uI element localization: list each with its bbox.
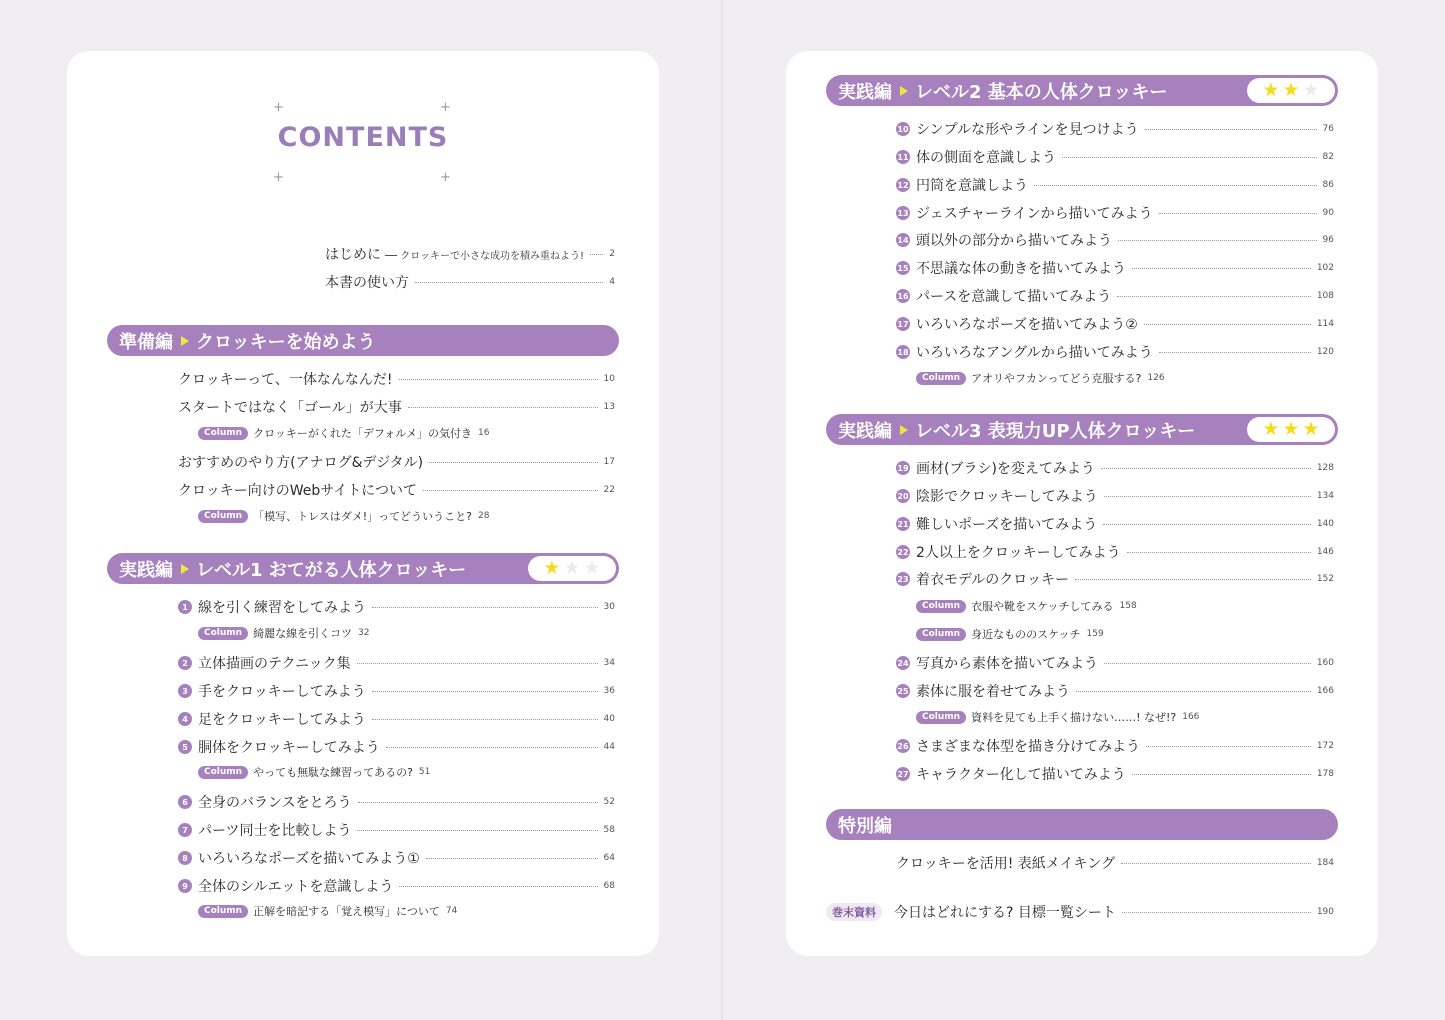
column-title: やっても無駄な練習ってあるの? — [253, 766, 413, 779]
leader-dots — [1117, 296, 1311, 297]
chapter-number: 22 — [896, 545, 910, 559]
arrow-icon — [900, 425, 908, 435]
leader-dots — [1034, 185, 1317, 186]
leader-dots — [408, 407, 598, 408]
leader-dots — [1076, 691, 1311, 692]
toc-column[interactable] — [916, 598, 1137, 614]
section-band-level2 — [826, 75, 1338, 106]
entry-title: パースを意識して描いてみよう — [916, 289, 1112, 305]
section-title: クロッキーを始めよう — [196, 331, 376, 353]
entry-title: パーツ同士を比較しよう — [198, 823, 352, 839]
toc-entry[interactable] — [178, 709, 615, 729]
entry-title: 本書の使い方 — [325, 275, 409, 291]
entry-title: 画材(ブラシ)を変えてみよう — [916, 461, 1095, 477]
entry-page: 36 — [603, 686, 615, 696]
toc-entry[interactable] — [178, 848, 615, 868]
contents-title: CONTENTS — [277, 122, 449, 153]
entry-title: おすすめのやり方(アナログ&デジタル) — [178, 455, 424, 471]
toc-column[interactable] — [916, 370, 1165, 386]
chapter-number: 13 — [896, 206, 910, 220]
star-icon: ★ — [1282, 418, 1300, 440]
leader-dots — [590, 254, 603, 255]
leader-dots — [1127, 552, 1311, 553]
toc-entry[interactable] — [178, 397, 615, 417]
entry-title: 足をクロッキーしてみよう — [198, 712, 366, 728]
entry-page: 10 — [603, 374, 615, 384]
toc-entry[interactable] — [178, 452, 615, 472]
toc-entry[interactable] — [896, 486, 1334, 506]
appendix-badge: 巻末資料 — [826, 903, 882, 921]
entry-title: さまざまな体型を描き分けてみよう — [916, 739, 1140, 755]
section-label: 実践編 — [119, 559, 173, 581]
column-title: アオリやフカンってどう克服する? — [971, 372, 1142, 385]
entry-page: 64 — [603, 853, 615, 863]
toc-column[interactable] — [198, 903, 457, 919]
entry-title: 立体描画のテクニック集 — [198, 656, 351, 672]
column-title: クロッキーがくれた「デフォルメ」の気付き — [253, 427, 472, 440]
leader-dots — [386, 747, 598, 748]
plus-mark: + — [440, 170, 451, 185]
chapter-number: 2 — [178, 656, 192, 670]
toc-entry[interactable] — [178, 792, 615, 812]
entry-page: 178 — [1316, 769, 1334, 779]
entry-title: クロッキーって、一体なんなんだ! — [178, 372, 393, 388]
entry-page: 76 — [1322, 124, 1334, 134]
chapter-number: 8 — [178, 851, 192, 865]
column-badge: Column — [916, 628, 966, 641]
entry-page: 120 — [1316, 347, 1334, 357]
star-icon: ★ — [543, 557, 561, 579]
toc-entry[interactable] — [178, 681, 615, 701]
arrow-icon — [181, 336, 189, 346]
entry-page: 128 — [1316, 463, 1334, 473]
toc-entry[interactable] — [178, 876, 615, 896]
entry-title: キャラクター化して描いてみよう — [916, 767, 1126, 783]
leader-dots — [415, 282, 603, 283]
column-page: 32 — [358, 628, 370, 638]
chapter-number: 5 — [178, 740, 192, 754]
leader-dots — [358, 802, 598, 803]
toc-entry[interactable] — [896, 203, 1334, 223]
column-page: 126 — [1147, 373, 1165, 383]
toc-entry[interactable] — [896, 230, 1334, 250]
entry-title: 円筒を意識しよう — [916, 178, 1028, 194]
section-label: 準備編 — [119, 331, 173, 353]
leader-dots — [357, 830, 597, 831]
chapter-number: 23 — [896, 572, 910, 586]
column-badge: Column — [916, 372, 966, 385]
toc-entry[interactable] — [896, 736, 1334, 756]
toc-entry[interactable] — [896, 764, 1334, 784]
entry-title: いろいろなポーズを描いてみよう② — [916, 317, 1138, 333]
entry-page: 146 — [1316, 547, 1334, 557]
entry-title: クロッキーを活用! 表紙メイキング — [896, 856, 1116, 872]
leader-dots — [1104, 663, 1311, 664]
column-badge: Column — [198, 905, 248, 918]
entry-title: シンプルな形やラインを見つけよう — [916, 122, 1139, 138]
column-badge: Column — [198, 766, 248, 779]
leader-dots — [1075, 579, 1311, 580]
entry-title: 線を引く練習をしてみよう — [198, 600, 366, 616]
chapter-number: 11 — [896, 150, 910, 164]
plus-mark: + — [440, 100, 451, 115]
chapter-number: 25 — [896, 684, 910, 698]
chapter-number: 6 — [178, 795, 192, 809]
entry-title: いろいろなアングルから描いてみよう — [916, 345, 1153, 361]
entry-page: 30 — [603, 602, 615, 612]
star-icon: ★ — [1302, 418, 1320, 440]
entry-page: 86 — [1322, 180, 1334, 190]
entry-title: 陰影でクロッキーしてみよう — [916, 489, 1098, 505]
column-badge: Column — [916, 600, 966, 613]
leader-dots — [1121, 863, 1311, 864]
entry-page: 102 — [1316, 263, 1334, 273]
column-page: 159 — [1086, 629, 1104, 639]
leader-dots — [1159, 213, 1317, 214]
toc-entry[interactable] — [896, 653, 1334, 673]
column-badge: Column — [198, 510, 248, 523]
entry-page: 166 — [1316, 686, 1334, 696]
star-icon: ★ — [1262, 79, 1280, 101]
entry-page: 160 — [1316, 658, 1334, 668]
toc-entry[interactable] — [896, 853, 1334, 873]
entry-title: 素体に服を着せてみよう — [916, 684, 1070, 700]
chapter-number: 19 — [896, 461, 910, 475]
toc-entry[interactable] — [896, 569, 1334, 589]
entry-title: 2人以上をクロッキーしてみよう — [916, 545, 1121, 561]
chapter-number: 20 — [896, 489, 910, 503]
star-icon: ★ — [1282, 79, 1300, 101]
column-page: 28 — [478, 511, 490, 521]
chapter-number: 1 — [178, 600, 192, 614]
entry-page: 34 — [603, 658, 615, 668]
star-icon: ★ — [563, 557, 581, 579]
entry-page: 134 — [1316, 491, 1334, 501]
section-band-prep — [107, 325, 619, 356]
toc-column[interactable] — [198, 764, 430, 780]
toc-entry[interactable] — [178, 480, 615, 500]
chapter-number: 9 — [178, 879, 192, 893]
entry-page: 90 — [1322, 208, 1334, 218]
column-title: 身近なもののスケッチ — [971, 628, 1081, 641]
section-label: 実践編 — [838, 420, 892, 442]
leader-dots — [372, 719, 598, 720]
toc-entry[interactable] — [178, 369, 615, 389]
chapter-number: 15 — [896, 261, 910, 275]
entry-page: 13 — [603, 402, 615, 412]
entry-title: 頭以外の部分から描いてみよう — [916, 233, 1112, 249]
entry-title: 着衣モデルのクロッキー — [916, 572, 1070, 588]
toc-entry[interactable] — [896, 342, 1334, 362]
toc-column[interactable] — [198, 625, 370, 641]
toc-entry-intro[interactable] — [325, 244, 615, 264]
arrow-icon — [181, 564, 189, 574]
entry-page: 108 — [1316, 291, 1334, 301]
section-band-level1 — [107, 553, 619, 584]
leader-dots — [426, 858, 598, 859]
chapter-number: 3 — [178, 684, 192, 698]
column-badge: Column — [198, 627, 248, 640]
section-title: レベル3 表現力UP人体クロッキー — [915, 420, 1196, 442]
section-label: 実践編 — [838, 81, 892, 103]
leader-dots — [357, 663, 598, 664]
toc-column[interactable] — [916, 626, 1104, 642]
entry-page: 152 — [1316, 574, 1334, 584]
column-badge: Column — [198, 427, 248, 440]
toc-column[interactable] — [916, 709, 1199, 725]
entry-title: 全体のシルエットを意識しよう — [198, 879, 394, 895]
page-gutter — [721, 0, 723, 1020]
column-page: 16 — [477, 428, 490, 438]
entry-title: 不思議な体の動きを描いてみよう — [916, 261, 1126, 277]
right-page — [786, 51, 1378, 956]
toc-entry-howto[interactable] — [325, 272, 615, 292]
entry-page: 17 — [603, 457, 615, 467]
toc-column[interactable] — [198, 425, 489, 441]
toc-entry[interactable] — [896, 681, 1334, 701]
leader-dots — [1145, 129, 1317, 130]
entry-title: 今日はどれにする? 目標一覧シート — [894, 905, 1116, 921]
toc-entry[interactable] — [178, 653, 615, 673]
leader-dots — [399, 886, 597, 887]
entry-page: 52 — [603, 797, 615, 807]
leader-dots — [423, 490, 598, 491]
column-title: 綺麗な線を引くコツ — [253, 627, 353, 640]
leader-dots — [372, 607, 598, 608]
entry-page: 58 — [603, 825, 615, 835]
leader-dots — [1159, 352, 1311, 353]
leader-dots — [1132, 268, 1311, 269]
entry-title: 胴体をクロッキーしてみよう — [198, 740, 380, 756]
leader-dots — [1132, 774, 1311, 775]
plus-mark: + — [273, 170, 284, 185]
toc-entry[interactable] — [178, 597, 615, 617]
leader-dots — [1118, 240, 1317, 241]
toc-entry[interactable] — [896, 286, 1334, 306]
entry-title: クロッキー向けのWebサイトについて — [178, 483, 417, 499]
leader-dots — [399, 379, 598, 380]
toc-entry[interactable] — [178, 820, 615, 840]
chapter-number: 21 — [896, 517, 910, 531]
entry-page: 68 — [603, 881, 615, 891]
chapter-number: 10 — [896, 122, 910, 136]
leader-dots — [1104, 496, 1311, 497]
difficulty-stars — [528, 556, 616, 581]
arrow-icon — [900, 86, 908, 96]
column-title: 正解を暗記する「覚え模写」について — [253, 905, 440, 918]
column-page: 51 — [418, 767, 431, 777]
entry-subtitle: ── クロッキーで小さな成功を積み重ねよう! — [385, 250, 585, 262]
chapter-number: 14 — [896, 233, 910, 247]
entry-page: 44 — [603, 742, 615, 752]
entry-title: ジェスチャーラインから描いてみよう — [916, 206, 1153, 222]
toc-entry-appendix[interactable] — [826, 902, 1334, 922]
toc-entry[interactable] — [896, 175, 1334, 195]
section-title: レベル2 基本の人体クロッキー — [915, 81, 1168, 103]
toc-entry[interactable] — [178, 737, 615, 757]
column-title: 「模写、トレスはダメ!」ってどういうこと? — [253, 510, 472, 523]
toc-entry[interactable] — [896, 458, 1334, 478]
entry-title: 全身のバランスをとろう — [198, 795, 352, 811]
leader-dots — [372, 691, 598, 692]
entry-title: 手をクロッキーしてみよう — [198, 684, 366, 700]
entry-page: 22 — [603, 485, 615, 495]
column-page: 158 — [1119, 601, 1137, 611]
leader-dots — [1103, 524, 1311, 525]
toc-entry[interactable] — [896, 119, 1334, 139]
leader-dots — [1122, 912, 1311, 913]
toc-column[interactable] — [198, 508, 489, 524]
entry-title: はじめに — [325, 247, 381, 263]
chapter-number: 12 — [896, 178, 910, 192]
entry-page: 190 — [1316, 907, 1334, 917]
section-band-special — [826, 809, 1338, 840]
leader-dots — [1101, 468, 1311, 469]
entry-page: 2 — [609, 249, 615, 259]
entry-page: 184 — [1316, 858, 1334, 868]
leader-dots — [1062, 157, 1317, 158]
entry-page: 4 — [609, 277, 615, 287]
toc-entry[interactable] — [896, 314, 1334, 334]
entry-page: 40 — [603, 714, 615, 724]
star-icon: ★ — [1302, 79, 1320, 101]
entry-page: 114 — [1316, 319, 1334, 329]
entry-page: 172 — [1316, 741, 1334, 751]
entry-page: 96 — [1322, 235, 1334, 245]
column-title: 資料を見ても上手く描けない……! なぜ!? — [971, 711, 1177, 724]
entry-page: 140 — [1316, 519, 1334, 529]
star-icon: ★ — [1262, 418, 1280, 440]
chapter-number: 17 — [896, 317, 910, 331]
entry-title: 難しいポーズを描いてみよう — [916, 517, 1098, 533]
column-title: 衣服や靴をスケッチしてみる — [971, 600, 1114, 613]
star-icon: ★ — [583, 557, 601, 579]
column-badge: Column — [916, 711, 966, 724]
leader-dots — [1146, 746, 1311, 747]
column-page: 74 — [445, 906, 458, 916]
leader-dots — [429, 462, 597, 463]
plus-mark: + — [273, 100, 284, 115]
chapter-number: 16 — [896, 289, 910, 303]
toc-entry[interactable] — [896, 514, 1334, 534]
entry-title: 写真から素体を描いてみよう — [916, 656, 1098, 672]
toc-entry[interactable] — [896, 542, 1334, 562]
left-page — [67, 51, 659, 956]
leader-dots — [1144, 324, 1311, 325]
section-band-level3 — [826, 414, 1338, 445]
section-title: レベル1 おてがる人体クロッキー — [196, 559, 467, 581]
toc-entry[interactable] — [896, 147, 1334, 167]
column-page: 166 — [1182, 712, 1200, 722]
chapter-number: 26 — [896, 739, 910, 753]
toc-entry[interactable] — [896, 258, 1334, 278]
entry-title: スタートではなく「ゴール」が大事 — [178, 400, 402, 416]
chapter-number: 18 — [896, 345, 910, 359]
chapter-number: 27 — [896, 767, 910, 781]
section-label: 特別編 — [838, 815, 892, 837]
difficulty-stars — [1247, 417, 1335, 442]
entry-title: いろいろなポーズを描いてみよう① — [198, 851, 420, 867]
difficulty-stars — [1247, 78, 1335, 103]
chapter-number: 24 — [896, 656, 910, 670]
entry-title: 体の側面を意識しよう — [916, 150, 1056, 166]
chapter-number: 4 — [178, 712, 192, 726]
entry-page: 82 — [1322, 152, 1334, 162]
chapter-number: 7 — [178, 823, 192, 837]
